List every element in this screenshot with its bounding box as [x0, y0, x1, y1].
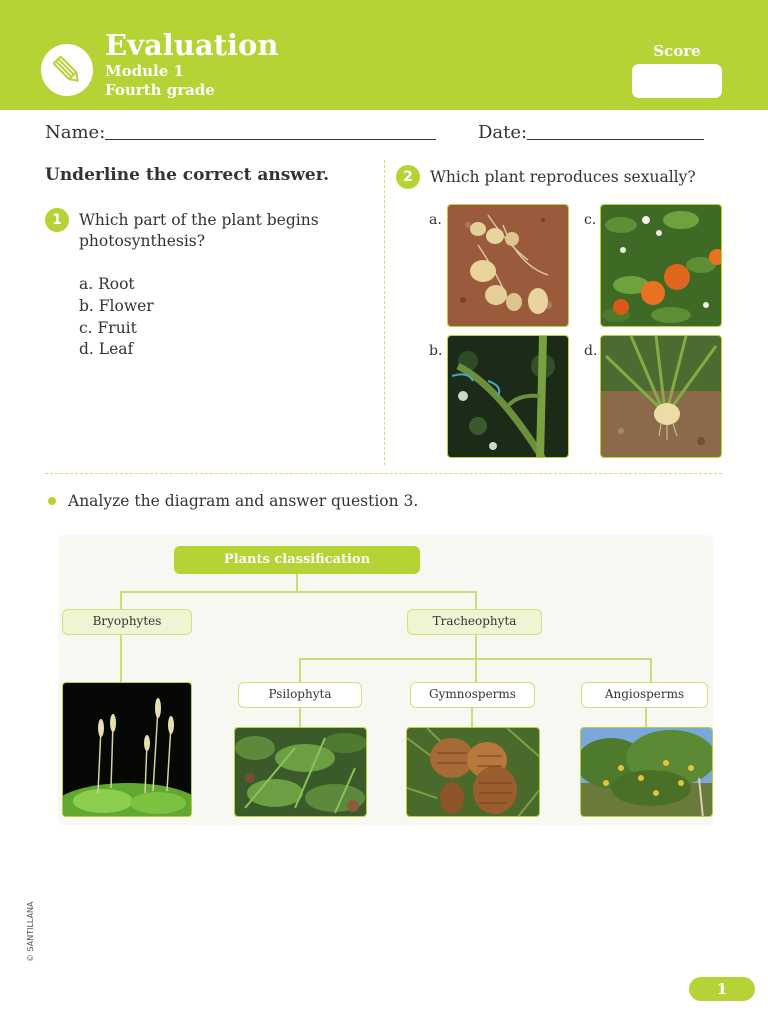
question-2-text: Which plant reproduces sexually? — [430, 168, 696, 186]
node-angiosperms: Angiosperms — [581, 682, 708, 708]
connector — [299, 707, 301, 727]
score-label: Score — [653, 42, 701, 60]
onion-bulb-image[interactable] — [600, 335, 722, 458]
name-field[interactable] — [105, 139, 436, 140]
option-a-label: a. — [429, 212, 442, 228]
connector — [299, 658, 301, 682]
node-bryophytes: Bryophytes — [62, 609, 192, 635]
connector — [475, 658, 477, 682]
connector — [120, 591, 477, 593]
option-c-label: c. — [584, 212, 597, 228]
section-divider — [45, 473, 722, 474]
node-plants-classification: Plants classification — [174, 546, 420, 574]
node-gymnosperms: Gymnosperms — [410, 682, 535, 708]
pine-cones-image — [406, 727, 540, 817]
question-1-badge: 1 — [45, 208, 69, 232]
score-field[interactable] — [632, 64, 722, 98]
connector — [645, 707, 647, 727]
question-1-option-a[interactable]: a. Root — [79, 275, 135, 293]
potato-tubers-image[interactable] — [447, 204, 569, 327]
copyright-credit: © SANTILLANA — [26, 901, 35, 962]
instruction-heading: Underline the correct answer. — [45, 165, 330, 185]
connector — [296, 574, 298, 592]
question-1-option-c[interactable]: c. Fruit — [79, 319, 137, 337]
stem-cutting-image[interactable] — [447, 335, 569, 458]
orchard-image — [580, 727, 713, 817]
connector — [475, 635, 477, 659]
question-2-badge: 2 — [396, 165, 420, 189]
page-title: Evaluation — [105, 28, 279, 62]
module-label: Module 1 — [105, 62, 184, 80]
connector — [120, 591, 122, 609]
connector — [120, 635, 122, 683]
node-psilophyta: Psilophyta — [238, 682, 362, 708]
question-1-text-line2: photosynthesis? — [79, 232, 206, 250]
orange-tree-image[interactable] — [600, 204, 722, 327]
moss-image — [62, 682, 192, 817]
question-1-option-d[interactable]: d. Leaf — [79, 340, 134, 358]
page-number: 1 — [689, 977, 755, 1001]
header-band — [0, 0, 768, 110]
date-field[interactable] — [527, 139, 704, 140]
question-1-option-b[interactable]: b. Flower — [79, 297, 154, 315]
question-1-text-line1: Which part of the plant begins — [79, 211, 319, 229]
column-divider — [384, 160, 385, 465]
bullet-dot — [48, 497, 56, 505]
node-tracheophyta: Tracheophyta — [407, 609, 542, 635]
date-label: Date: — [478, 122, 528, 143]
connector — [471, 707, 473, 727]
name-label: Name: — [45, 122, 106, 143]
diagram-instruction: Analyze the diagram and answer question 3. — [68, 492, 419, 510]
option-b-label: b. — [429, 343, 443, 359]
connector — [475, 591, 477, 609]
option-d-label: d. — [584, 343, 598, 359]
grade-label: Fourth grade — [105, 81, 215, 99]
fern-image — [234, 727, 367, 817]
pencil-icon — [41, 44, 93, 96]
connector — [650, 658, 652, 682]
